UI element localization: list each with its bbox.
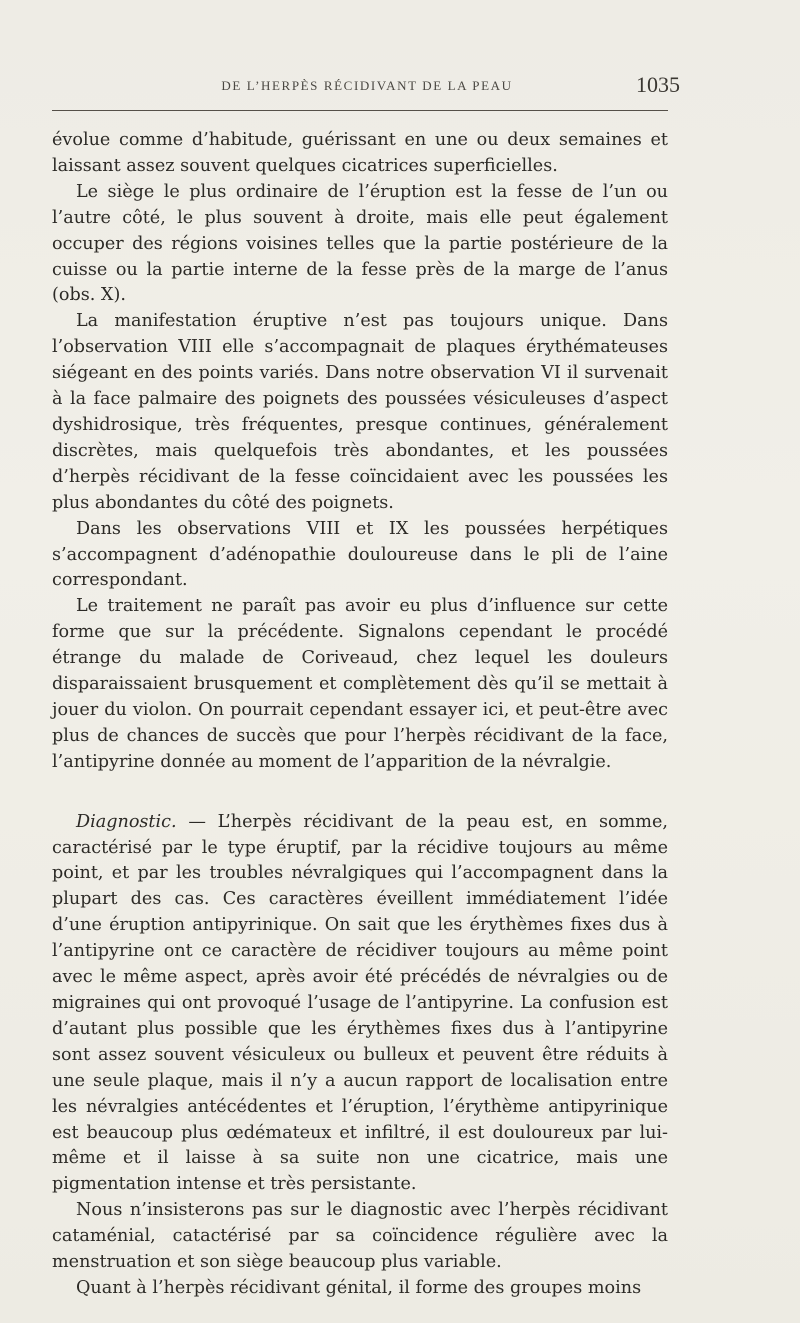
paragraph: Quant à l’herpès récidivant génital, il forme des groupes moins [76,1277,642,1298]
paragraph: Le siège le plus ordinaire de l’éruption est la fesse de l’un ou l’autre côté, le plus souvent à droite, mais elle peut également occuper des régions voisines telles que la partie postérieure de la cuisse ou la partie interne de la fesse près de la marge de l’anus (obs. X). [52,181,668,306]
paragraph: Le traitement ne paraît pas avoir eu plus d’influence sur cette forme que sur la précédente. Signalons cependant le procédé étrange du malade de Coriveaud, chez lequel les douleurs disparaissaient brusquement et complètement dès qu’il se mettait à jouer du violon. On pourrait cependant essayer ici, et peut-être avec plus de chances de succès que pour l’herpès récidivant de la face, l’antipyrine donnée au moment de l’apparition de la névralgie. [52,596,668,772]
diagnostic-text: — L’herpès récidivant de la peau est, en somme, caractérisé par le type éruptif, par la récidive toujours au même point, et par les troubles névralgiques qui l’accompagnent dans la plupart des cas. Ces caractères éveillent immédiatement l’idée d’une éruption antipyrinique. On sait que les érythèmes fixes dus à l’antipyrine ont ce caractère de récidiver toujours au même point avec le même aspect, après avoir été précédés de névralgies ou de migraines qui ont provoqué l’usage de l’antipyrine. La confusion est d’autant plus possible que les érythèmes fixes dus à l’antipyrine sont assez souvent vésiculeux ou bulleux et peuvent être réduits à une seule plaque, mais il n’y a aucun rapport de localisation entre les névralgies antécédentes et l’éruption, l’érythème antipyrinique est beaucoup plus œdémateux et infiltré, il est douloureux par lui-même et il laisse à sa suite non une cicatrice, mais une pigmentation intense et très persistante. [52,811,668,1195]
section-heading-diagnostic: Diagnostic. [76,811,177,832]
paragraph: Dans les observations VIII et IX les poussées herpétiques s’accompagnent d’adénopathie douloureuse dans le pli de l’aine correspondant. [52,518,668,591]
body-text [52,128,668,1302]
page-number: 1035 [636,72,680,97]
paragraph: La manifestation éruptive n’est pas toujours unique. Dans l’observation VIII elle s’accompagnait de plaques érythémateuses siégeant en des points variés. Dans notre observation VI il survenait à la face palmaire des poignets des poussées vésiculeuses d’aspect dyshidrosique, très fréquentes, presque continues, généralement discrètes, mais quelquefois très abondantes, et les poussées d’herpès récidivant de la fesse coïncidaient avec les poussées les plus abondantes du côté des poignets. [52,311,668,513]
paragraph: Nous n’insisterons pas sur le diagnostic avec l’herpès récidivant cataménial, catactérisé par sa coïncidence régulière avec la menstruation et son siège beaucoup plus variable. [52,1200,668,1273]
header-rule [52,110,668,111]
paragraph: évolue comme d’habitude, guérissant en une ou deux semaines et laissant assez souvent quelques cicatrices superficielles. [52,130,668,176]
running-title: DE L’HERPÈS RÉCIDIVANT DE LA PEAU [221,78,513,93]
diagnostic-paragraph [52,810,668,1199]
